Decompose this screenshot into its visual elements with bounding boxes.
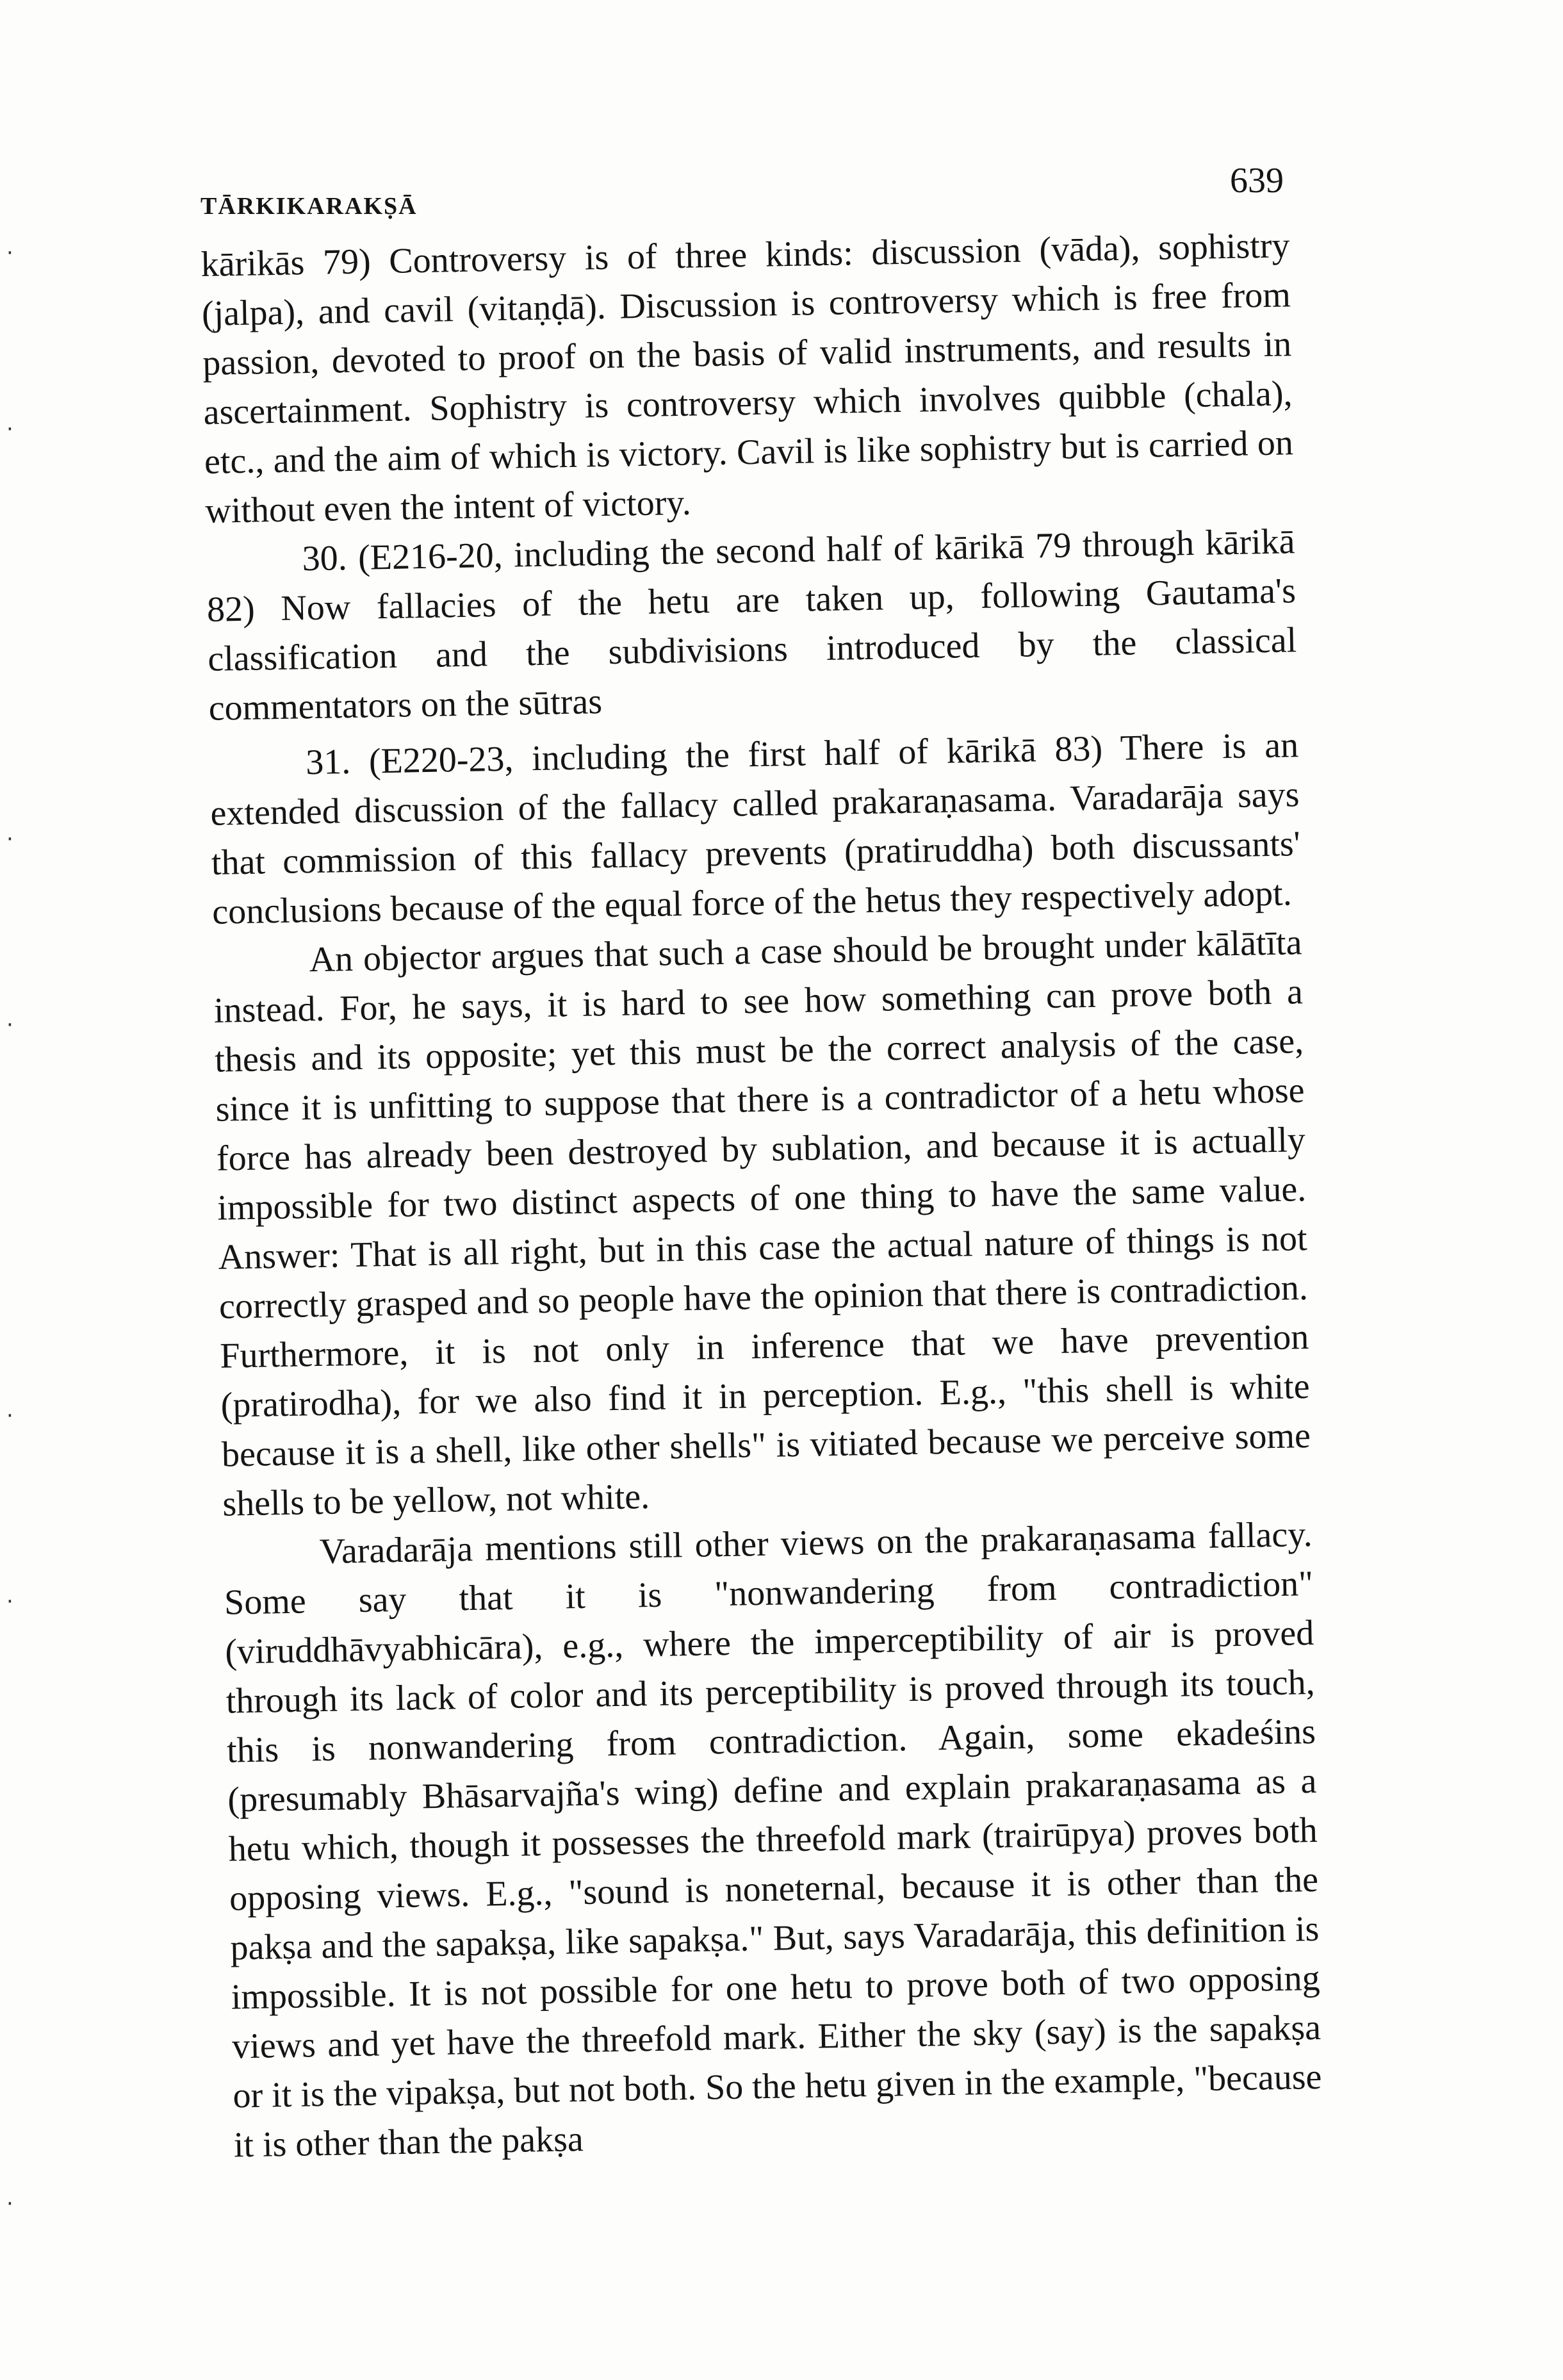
paragraph-3: 31. (E220-23, including the first half of kārikā 83) There is an extended discussion of the fallacy called prakaraṇasama. Varadarāja says that commission of this fallacy prevents (pratiruddha) both discussants' conclusions because of the equal force of the hetus they respectively adopt. [210, 725, 1301, 932]
paragraph-4: An objector argues that such a case should be brought under kālātīta instead. For, he says, it is hard to see how something can prove both a thesis and its opposite; yet this must be the correct analysis of the case, since it is unfitting to suppose that there is a contradictor of a hetu whose force has already been destroyed by sublation, and because it is actually impossible for two distinct aspects of one thing to have the same value. Answer: That is all right, but in this case the actual nature of things is not correctly grasped and so people have the opinion that there is contradiction. Furthermore, it is not only in inference that we have prevention (pratirodha), for we also find it in perception. E.g., "this shell is white because it is a shell, like other shells" is vitiated because we perceive some shells to be yellow, not white. [213, 923, 1311, 1524]
paragraph-2: 30. (E216-20, including the second half of kārikā 79 through kārikā 82) Now fallacies of the hetu are taken up, following Gautama's classification and the subdivisions introduced by the classical commentators on the sūtras [206, 521, 1297, 728]
margin-speck: · [6, 416, 13, 442]
body-text [200, 221, 1323, 2170]
running-head: TĀRKIKARAKṢĀ [200, 193, 418, 220]
margin-speck: · [6, 1403, 13, 1429]
margin-speck: · [6, 1589, 13, 1614]
paragraph-5: Varadarāja mentions still other views on the prakaraṇasama fallacy. Some say that it is "nonwandering from contradiction" (viruddhāvyabhicāra), e.g., where the imperceptibility of air is proved through its lack of color and its perceptibility is proved through its touch, this is nonwandering from contradiction. Again, some ekadeśins (presumably Bhāsarvajña's wing) define and explain prakaraṇasama as a hetu which, though it possesses the threefold mark (trairūpya) proves both opposing views. E.g., "sound is noneternal, because it is other than the pakṣa and the sapakṣa, like sapakṣa." But, says Varadarāja, this definition is impossible. It is not possible for one hetu to prove both of two opposing views and yet have the threefold mark. Either the sky (say) is the sapakṣa or it is the vipakṣa, but not both. So the hetu given in the example, "because it is other than the pakṣa [224, 1514, 1322, 2165]
margin-speck: · [6, 826, 13, 852]
margin-speck: · [6, 2191, 13, 2217]
margin-speck: · [6, 1012, 13, 1038]
page-number: 639 [1230, 161, 1284, 201]
paragraph-1: kārikās 79) Controversy is of three kinds: discussion (vāda), sophistry (jalpa), and cavil (vitaṇḍā). Discussion is controversy which is free from passion, devoted to proof on the basis of valid instruments, and results in ascertainment. Sophistry is controversy which involves quibble (chala), etc., and the aim of which is victory. Cavil is like sophistry but is carried on without even the intent of victory. [200, 226, 1294, 531]
margin-speck: · [6, 240, 13, 266]
